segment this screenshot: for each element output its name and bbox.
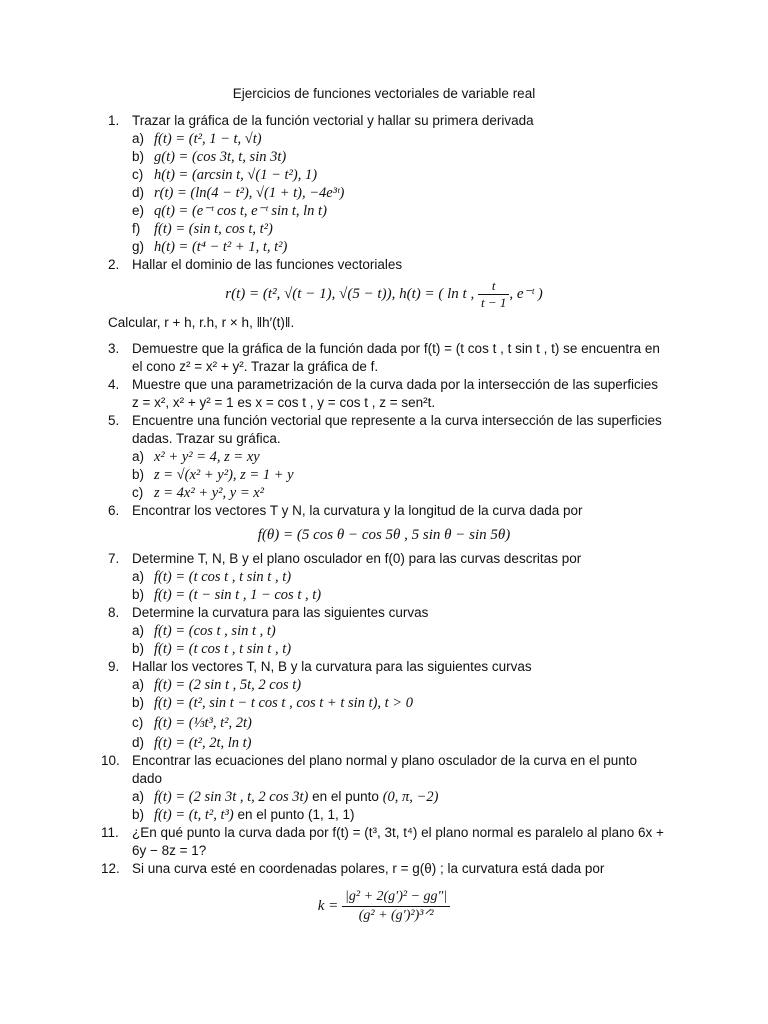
math-expression: h(t) = (t⁴ − t² + 1, t, t²) (154, 239, 288, 255)
math-expression: f(t) = (t − sin t , 1 − cos t , t) (154, 587, 322, 603)
exercise-4 (108, 376, 668, 412)
exercise-number: 7. (108, 551, 120, 566)
exercise-3 (108, 340, 668, 376)
exercise-number: 11. (101, 825, 119, 840)
exercise-1g: g) h(t) = (t⁴ − t² + 1, t, t²) (132, 239, 288, 255)
math-expression: f(t) = (t cos t , t sin t , t) (154, 641, 292, 657)
exercise-7a: a) f(t) = (t cos t , t sin t , t) (132, 569, 292, 585)
calculate-line: Calcular, r + h, r.h, r × h, ‖h′(t)‖. (108, 315, 295, 330)
exercise-text: Hallar el dominio de las funciones vectoriales (132, 257, 403, 272)
exercise-text: Encontrar las ecuaciones del plano normal y plano osculador de la curva en el punto dado (132, 753, 638, 786)
math-expression: f(t) = (2 sin 3t , t, 2 cos 3t) (154, 789, 309, 805)
exercise-text: Demuestre que la gráfica de la función dada por f(t) = (t cos t , t sin t , t) se encuentra en el cono z² = x² + y². Trazar la gráfica de f. (132, 341, 660, 374)
exercise-text: Determine la curvatura para las siguientes curvas (132, 605, 429, 620)
exercise-10a: a) f(t) = (2 sin 3t , t, 2 cos 3t) en el punto (0, π, −2) (132, 789, 439, 805)
exercise-text: ¿En qué punto la curva dada por f(t) = (t³, 3t, t⁴) el plano normal es paralelo al plano 6x + 6y − 8z = 1? (132, 825, 664, 858)
math-expression: f(t) = (t cos t , t sin t , t) (154, 569, 292, 585)
math-expression: f(t) = (t, t², t³) (154, 807, 234, 823)
exercise-text: Determine T, N, B y el plano osculador en f(0) para las curvas descritas por (132, 551, 582, 566)
exercise-text: Hallar los vectores T, N, B y la curvatura para las siguientes curvas (132, 659, 532, 674)
math-expression: f(t) = (t², 1 − t, √t) (154, 131, 262, 147)
exercise-1f: f) f(t) = (sin t, cos t, t²) (132, 221, 273, 237)
exercise-5 (108, 412, 668, 448)
exercise-1e: e) q(t) = (e⁻ᵗ cos t, e⁻ᵗ sin t, ln t) (132, 203, 327, 219)
exercise-number: 12. (101, 861, 120, 876)
exercise-number: 10. (101, 753, 120, 768)
exercise-1b: b) g(t) = (cos 3t, t, sin 3t) (132, 149, 287, 165)
exercise-1d: d) r(t) = (ln(4 − t²), √(1 + t), −4e³ᵗ) (132, 185, 345, 201)
exercise-1 (108, 112, 668, 130)
display-equation-domain: r(t) = (t², √(t − 1), √(5 − t)), h(t) = ( ln t , $\frac{t}{t - 1}$ , e⁻ᵗ ) (225, 278, 543, 311)
exercise-12 (101, 860, 668, 878)
exercise-8a: a) f(t) = (cos t , sin t , t) (132, 623, 276, 639)
exercise-9b: b) f(t) = (t², sin t − t cos t , cos t + t sin t), t > 0 (132, 695, 413, 711)
exercise-number: 2. (108, 257, 120, 272)
math-expression: f(t) = (2 sin t , 5t, 2 cos t) (154, 677, 302, 693)
math-expression: f(t) = (⅓t³, t², 2t) (154, 715, 252, 731)
math-expression: f(t) = (t², sin t − t cos t , cos t + t sin t), t > 0 (154, 695, 413, 711)
exercise-1a: a) f(t) = (t², 1 − t, √t) (132, 131, 262, 147)
exercise-11 (101, 824, 668, 860)
math-expression: z = √(x² + y²), z = 1 + y (154, 467, 294, 483)
math-expression: f(t) = (t², 2t, ln t) (154, 735, 252, 751)
math-expression: r(t) = (ln(4 − t²), √(1 + t), −4e³ᵗ) (154, 185, 345, 201)
exercise-number: 8. (108, 605, 120, 620)
exercise-6 (108, 502, 668, 520)
math-expression: f(t) = (cos t , sin t , t) (154, 623, 276, 639)
exercise-number: 3. (108, 341, 120, 356)
exercise-5b: b) z = √(x² + y²), z = 1 + y (132, 467, 294, 483)
exercise-5c: c) z = 4x² + y², y = x² (132, 485, 265, 501)
math-expression: f(t) = (sin t, cos t, t²) (154, 221, 273, 237)
exercise-list (101, 112, 668, 934)
display-equation-curve: f(θ) = (5 cos θ − cos 5θ , 5 sin θ − sin 5θ) (257, 527, 511, 543)
exercise-text: Si una curva esté en coordenadas polares, r = g(θ) ; la curvatura está dada por (132, 861, 605, 876)
exercise-9d: d) f(t) = (t², 2t, ln t) (132, 735, 252, 751)
fraction: $\frac{t}{t - 1}$ (478, 278, 509, 311)
math-expression: x² + y² = 4, z = xy (154, 449, 260, 465)
exercise-9 (108, 658, 668, 676)
exercise-9c: c) f(t) = (⅓t³, t², 2t) (108, 712, 668, 734)
exercise-1c: c) h(t) = (arcsin t, √(1 − t²), 1) (132, 167, 318, 183)
exercise-10b: b) f(t) = (t, t², t³) en el punto (1, 1, 1) (132, 807, 355, 823)
exercise-text: Muestre que una parametrización de la curva dada por la intersección de las superficies z = x², x² + y² = 1 es x = cos t , y = cos t , z = sen²t. (132, 377, 659, 410)
exercise-text: Encontrar los vectores T y N, la curvatura y la longitud de la curva dada por (132, 503, 583, 518)
math-expression: h(t) = (arcsin t, √(1 − t²), 1) (154, 167, 318, 183)
math-expression: g(t) = (cos 3t, t, sin 3t) (154, 149, 287, 165)
exercise-5a: a) x² + y² = 4, z = xy (132, 449, 260, 465)
exercise-number: 4. (108, 377, 120, 392)
exercise-number: 5. (108, 413, 120, 428)
exercise-number: 1. (108, 113, 120, 128)
math-expression: q(t) = (e⁻ᵗ cos t, e⁻ᵗ sin t, ln t) (154, 203, 327, 219)
exercise-8b: b) f(t) = (t cos t , t sin t , t) (132, 641, 292, 657)
page-title: Ejercicios de funciones vectoriales de variable real (232, 86, 536, 101)
exercise-text: Encuentre una función vectorial que represente a la curva intersección de las superficies dadas. Trazar su gráfica. (132, 413, 662, 446)
exercise-number: 6. (108, 503, 120, 518)
exercise-2 (108, 256, 668, 274)
exercise-8 (108, 604, 668, 622)
fraction: $\frac{\text{|g² + 2(g′)² − gg″|}}{\text{(g² + (g′)²)³ᐟ²}}$ (342, 888, 450, 925)
exercise-7 (108, 550, 668, 568)
exercise-9a: a) f(t) = (2 sin t , 5t, 2 cos t) (132, 677, 302, 693)
math-expression: z = 4x² + y², y = x² (154, 485, 265, 501)
exercise-number: 9. (108, 659, 120, 674)
exercise-text: Trazar la gráfica de la función vectorial y hallar su primera derivada (132, 113, 534, 128)
exercise-10 (101, 752, 668, 788)
exercise-7b: b) f(t) = (t − sin t , 1 − cos t , t) (132, 587, 322, 603)
display-equation-curvature: k = $\frac{\text{|g² + 2(g′)² − gg″|}}{\text{(g² + (g′)²)³ᐟ²}}$ (0, 878, 768, 934)
